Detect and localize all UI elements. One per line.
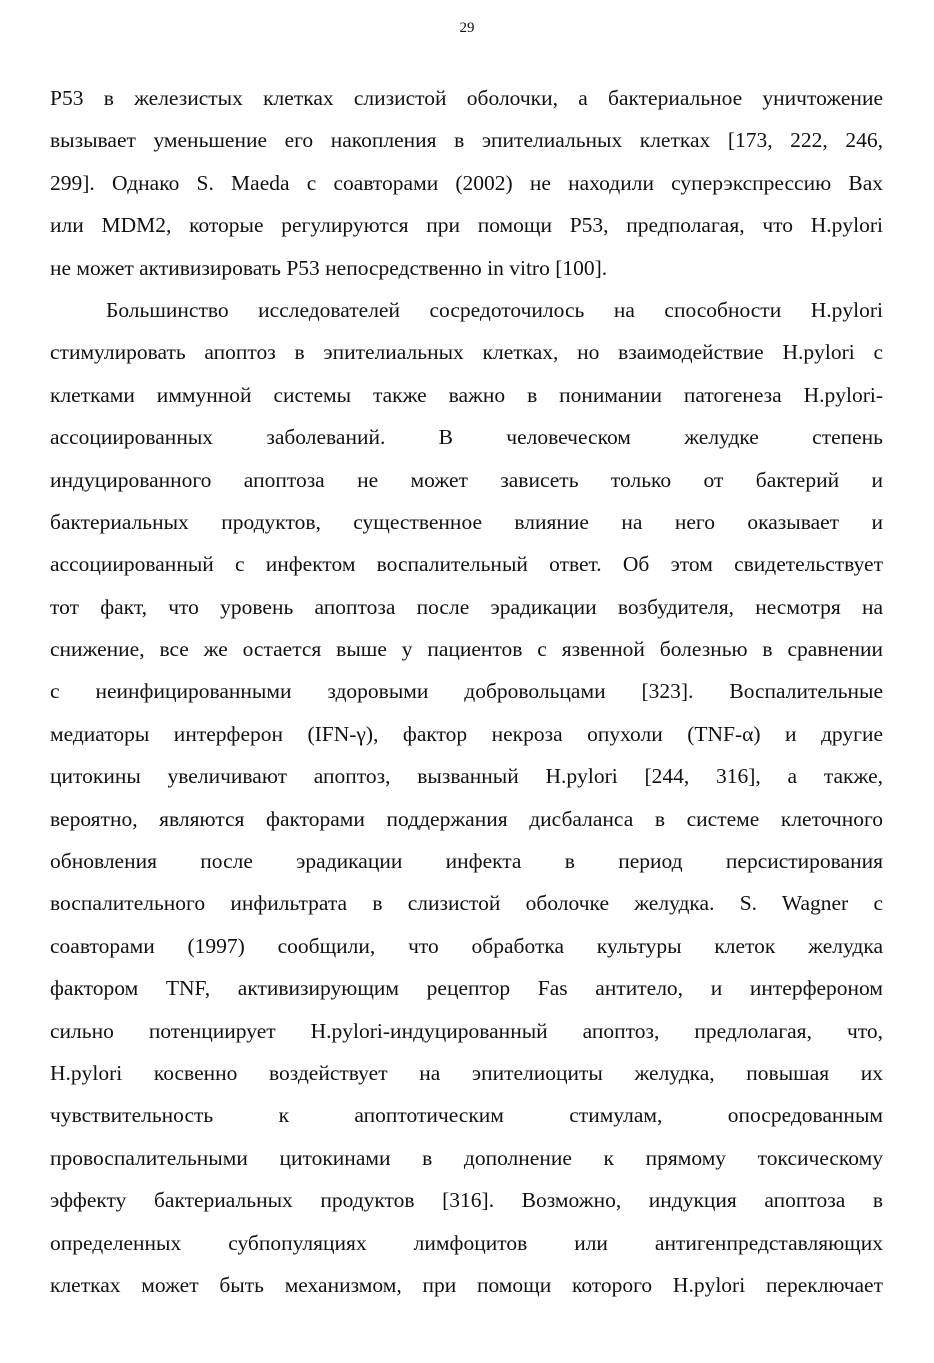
text-line: эффекту бактериальных продуктов [316]. Возможно, индукция апоптоза в	[50, 1188, 883, 1213]
text-line: вызывает уменьшение его накопления в эпителиальных клетках [173, 222, 246,	[50, 128, 883, 153]
text-line: соавторами (1997) сообщили, что обработка культуры клеток желудка	[50, 933, 883, 958]
text-line: бактериальных продуктов, существенное влияние на него оказывает и	[50, 509, 883, 534]
text-line: клетками иммунной системы также важно в понимании патогенеза H.pylori-	[50, 382, 883, 407]
text-line: клетках может быть механизмом, при помощи которого H.pylori переключает	[50, 1272, 883, 1297]
text-line: определенных субпопуляциях лимфоцитов или антигенпредставляющих	[50, 1230, 883, 1255]
text-line: стимулировать апоптоз в эпителиальных клетках, но взаимодействие H.pylori с	[50, 340, 883, 365]
body-text	[50, 77, 883, 1306]
text-line: не может активизировать Р53 непосредственно in vitro [100].	[50, 255, 608, 280]
text-line: сильно потенциирует H.pylori-индуцированный апоптоз, предлолагая, что,	[50, 1018, 883, 1043]
text-line: медиаторы интерферон (IFN-γ), фактор некроза опухоли (TNF-α) и другие	[50, 721, 883, 746]
text-line: с неинфицированными здоровыми добровольцами [323]. Воспалительные	[50, 679, 883, 704]
text-line: Р53 в железистых клетках слизистой оболочки, а бактериальное уничтожение	[50, 86, 883, 110]
page-number: 29	[459, 20, 475, 36]
text-line: снижение, все же остается выше у пациентов с язвенной болезнью в сравнении	[50, 637, 883, 662]
text-line: Большинство исследователей сосредоточилось на способности H.pylori	[106, 297, 883, 322]
text-line: воспалительного инфильтрата в слизистой оболочке желудка. S. Wagner с	[50, 891, 883, 916]
text-line: провоспалительными цитокинами в дополнение к прямому токсическому	[50, 1145, 883, 1170]
text-line: ассоциированных заболеваний. В человеческом желудке степень	[50, 425, 883, 450]
text-line: 299]. Однако S. Maeda с соавторами (2002) не находили суперэкспрессию Bax	[50, 170, 883, 195]
text-line: обновления после эрадикации инфекта в период персистирования	[50, 849, 883, 874]
text-line: H.pylori косвенно воздействует на эпителиоциты желудка, повышая их	[50, 1060, 883, 1085]
text-line: индуцированного апоптоза не может зависеть только от бактерий и	[50, 467, 883, 492]
text-line: цитокины увеличивают апоптоз, вызванный H.pylori [244, 316], а также,	[50, 764, 883, 789]
text-line: тот факт, что уровень апоптоза после эрадикации возбудителя, несмотря на	[50, 594, 883, 619]
text-line: или MDM2, которые регулируются при помощи Р53, предполагая, что H.pylori	[50, 213, 883, 238]
text-line: вероятно, являются факторами поддержания дисбаланса в системе клеточного	[50, 806, 883, 831]
text-line: чувствительность к апоптотическим стимулам, опосредованным	[50, 1103, 883, 1128]
text-line: фактором TNF, активизирующим рецептор Fas антитело, и интерфероном	[50, 976, 883, 1001]
text-line: ассоциированный с инфектом воспалительный ответ. Об этом свидетельствует	[50, 552, 883, 577]
